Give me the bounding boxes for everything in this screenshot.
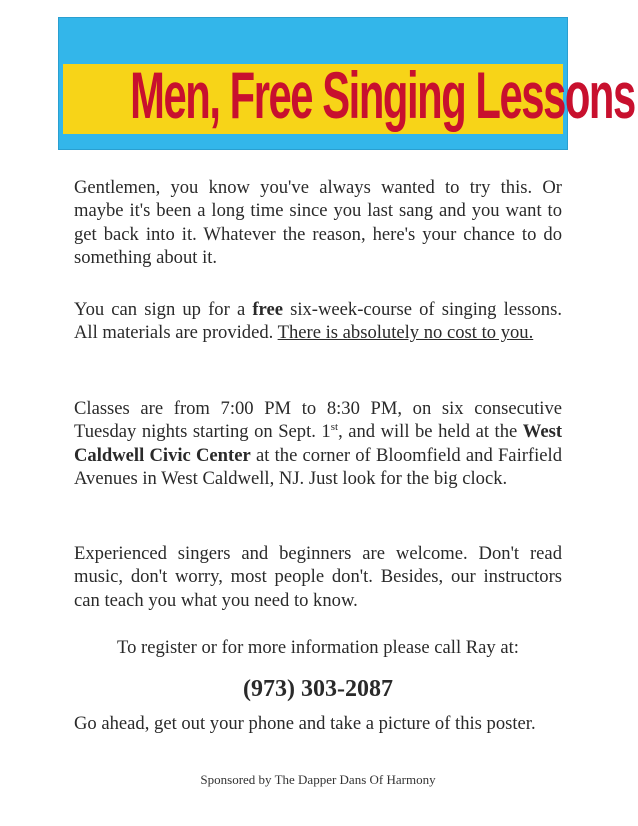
schedule-text-a: Classes are from 7:00 PM to 8:30 PM, on six consecutive Tuesday nights starting on Sept. 1: [74, 398, 562, 443]
schedule-paragraph: [74, 397, 562, 491]
schedule-text-b: , and will be held at the: [338, 421, 523, 443]
offer-paragraph: [74, 298, 562, 345]
offer-text-a: You can sign up for a: [74, 299, 253, 320]
phone-line: [74, 676, 562, 703]
intro-text: Gentlemen, you know you've always wanted to try this. Or maybe it's been a long time since you last sang and you want to get back into it. Whatever the reason, here's your chance to do something about it.: [74, 177, 562, 269]
call-line: [74, 637, 562, 659]
closing-paragraph: [74, 712, 562, 735]
call-text: To register or for more information please call Ray at:: [117, 637, 519, 658]
phone-number: (973) 303-2087: [243, 676, 393, 702]
sponsor-text: Sponsored by The Dapper Dans Of Harmony: [200, 772, 436, 787]
free-emphasis: free: [252, 299, 283, 320]
offer-text: [74, 298, 562, 345]
offer-text-b: six-week-course of singing lessons. All materials are provided.: [74, 299, 562, 344]
title-banner: [58, 17, 635, 150]
sponsor-line: [74, 772, 562, 788]
date-suffix: st: [330, 421, 339, 434]
venue-name: West Caldwell Civic Center: [74, 421, 563, 466]
closing-text: Go ahead, get out your phone and take a picture of this poster.: [74, 713, 536, 734]
welcome-paragraph: [74, 542, 562, 612]
no-cost-statement: There is absolutely no cost to you.: [277, 322, 534, 344]
poster-title: Men, Free Singing Lessons: [130, 58, 635, 133]
intro-paragraph: [74, 176, 562, 270]
welcome-text: Experienced singers and beginners are welcome. Don't read music, don't worry, most people don't. Besides, our instructors can teach you what you need to know.: [74, 543, 562, 611]
schedule-text-c: at the corner of Bloomfield and Fairfield Avenues in West Caldwell, NJ. Just look for the big clock.: [74, 444, 562, 490]
schedule-text: [74, 397, 562, 491]
